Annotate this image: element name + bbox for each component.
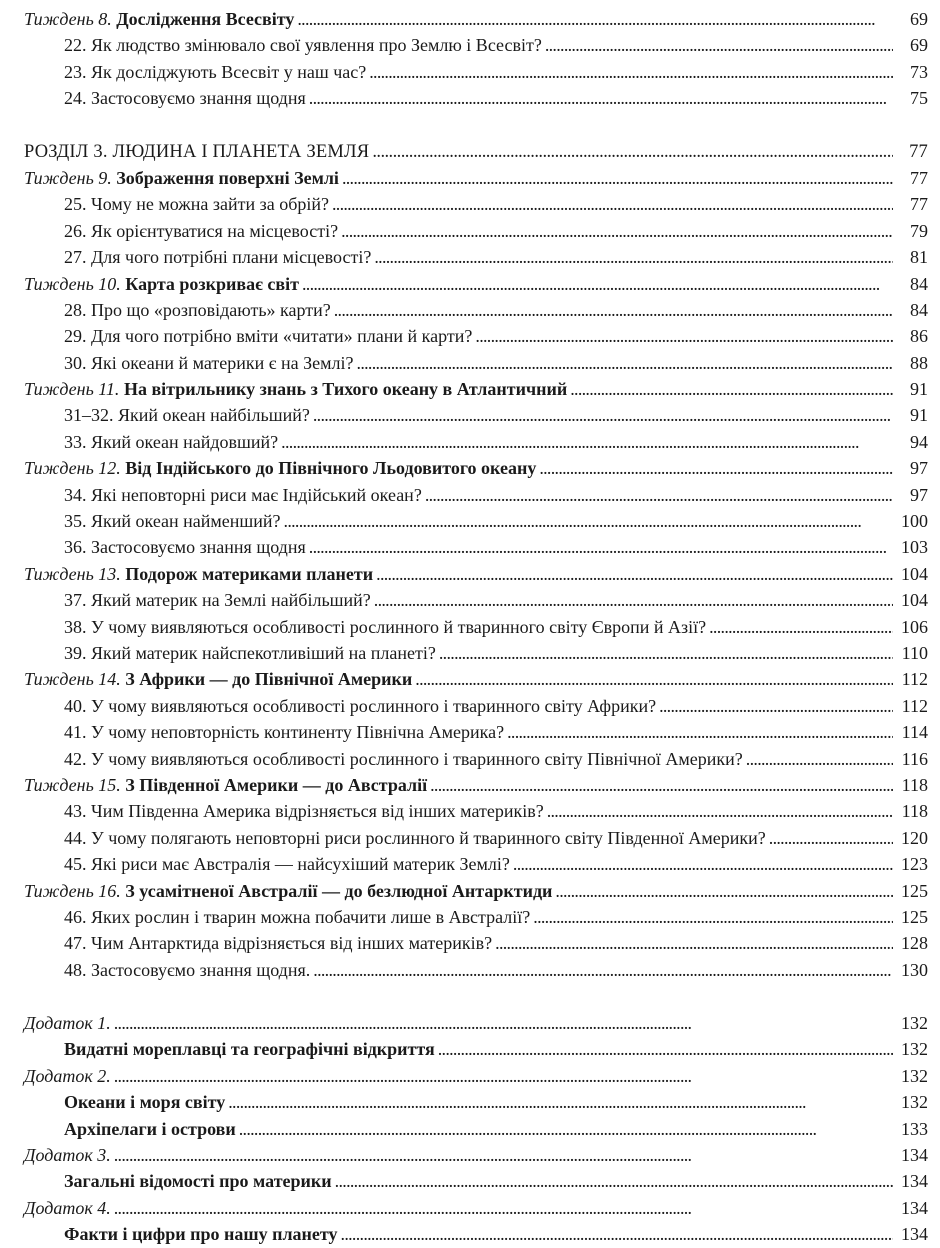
appendix-label: Додаток 1. xyxy=(24,1013,111,1034)
week-title: Дослідження Всесвіту xyxy=(116,9,295,29)
toc-week-entry[interactable] xyxy=(24,561,928,587)
dot-leader xyxy=(114,1142,893,1168)
dot-leader xyxy=(430,772,893,798)
lesson-title: 24. Застосовуємо знання щодня xyxy=(64,88,306,109)
dot-leader xyxy=(513,851,893,877)
appendix-item-title: Загальні відомості про материки xyxy=(64,1171,332,1192)
dot-leader xyxy=(659,693,893,719)
week-title: Зображення поверхні Землі xyxy=(116,167,339,188)
lesson-title: 45. Які риси має Австралія — найсухіший материк Землі? xyxy=(64,854,510,875)
toc-lesson-entry[interactable] xyxy=(24,798,928,824)
dot-leader xyxy=(570,376,893,402)
dot-leader xyxy=(475,323,893,349)
appendix-label: Додаток 4. xyxy=(24,1197,111,1218)
week-label: Тиждень 8. xyxy=(24,9,112,29)
toc-lesson-entry[interactable] xyxy=(24,614,928,640)
dot-leader xyxy=(309,534,893,560)
page-number: 112 xyxy=(901,669,928,690)
week-label: Тиждень 13. xyxy=(24,563,121,584)
dot-leader xyxy=(114,1010,893,1036)
toc-week-entry[interactable] xyxy=(24,772,928,798)
week-label: Тиждень 14. xyxy=(24,669,121,690)
dot-leader xyxy=(425,482,893,508)
dot-leader xyxy=(357,350,893,376)
toc-week-entry[interactable] xyxy=(24,455,928,481)
dot-leader xyxy=(415,666,893,692)
dot-leader xyxy=(281,429,893,455)
lesson-title: 40. У чому виявляються особливості рослинного і тваринного світу Африки? xyxy=(64,695,657,716)
lesson-title: 42. У чому виявляються особливості рослинного і тваринного світу Північної Америки? xyxy=(64,748,743,769)
toc-appendix-item[interactable] xyxy=(24,1036,928,1062)
lesson-title: 46. Яких рослин і тварин можна побачити лише в Австралії? xyxy=(64,906,531,927)
page-number: 104 xyxy=(901,590,928,611)
page-number: 130 xyxy=(901,959,928,980)
dot-leader xyxy=(374,244,893,270)
page-number: 91 xyxy=(910,405,928,426)
section-spacer xyxy=(24,112,928,139)
section-title: РОЗДІЛ 3. ЛЮДИНА І ПЛАНЕТА ЗЕМЛЯ xyxy=(24,141,370,162)
toc-lesson-entry[interactable] xyxy=(24,323,928,349)
appendix-item-title: Архіпелаги і острови xyxy=(64,1118,236,1139)
dot-leader xyxy=(746,746,893,772)
lesson-title: 39. Який материк найспекотливіший на планеті? xyxy=(64,642,436,663)
toc-week-entry[interactable] xyxy=(24,6,928,32)
dot-leader xyxy=(302,271,893,297)
page-number: 118 xyxy=(901,774,928,795)
toc-lesson-entry[interactable] xyxy=(24,508,928,534)
toc-section-heading[interactable] xyxy=(24,139,928,165)
lesson-title: 27. Для чого потрібні плани місцевості? xyxy=(64,247,372,268)
dot-leader xyxy=(372,139,893,165)
page-number: 69 xyxy=(910,9,928,29)
toc-lesson-entry[interactable] xyxy=(24,825,928,851)
dot-leader xyxy=(335,1168,893,1194)
page-number: 125 xyxy=(901,906,928,927)
appendix-label: Додаток 2. xyxy=(24,1065,111,1086)
dot-leader xyxy=(341,218,893,244)
toc-week-entry[interactable] xyxy=(24,878,928,904)
toc-lesson-entry[interactable] xyxy=(24,534,928,560)
dot-leader xyxy=(539,455,893,481)
page-number: 97 xyxy=(910,484,928,505)
week-title: Від Індійського до Північного Льодовитого океану xyxy=(125,458,537,479)
page-number: 75 xyxy=(910,88,928,109)
dot-leader xyxy=(533,904,893,930)
lesson-title: 38. У чому виявляються особливості рослинного й тваринного світу Європи й Азії? xyxy=(64,616,707,637)
dot-leader xyxy=(341,1221,893,1247)
week-title: З Південної Америки — до Австралії xyxy=(125,774,428,795)
lesson-title: 43. Чим Південна Америка відрізняється від інших материків? xyxy=(64,801,544,822)
dot-leader xyxy=(334,297,893,323)
page-number: 81 xyxy=(910,247,928,268)
lesson-title: 35. Який океан найменший? xyxy=(64,511,281,532)
table-of-contents xyxy=(24,6,928,1248)
toc-lesson-entry[interactable] xyxy=(24,429,928,455)
lesson-title: 41. У чому неповторність континенту Північна Америка? xyxy=(64,722,505,743)
week-title: З Африки — до Північної Америки xyxy=(125,669,413,690)
week-title: На вітрильнику знань з Тихого океану в Атлантичний xyxy=(123,379,568,400)
page-number: 94 xyxy=(910,431,928,452)
toc-appendix-entry[interactable] xyxy=(24,1142,928,1168)
appendix-item-title: Видатні мореплавці та географічні відкриття xyxy=(64,1039,435,1060)
lesson-title: 30. Які океани й материки є на Землі? xyxy=(64,352,354,373)
dot-leader xyxy=(342,165,893,191)
toc-lesson-entry[interactable] xyxy=(24,587,928,613)
toc-week-entry[interactable] xyxy=(24,271,928,297)
dot-leader xyxy=(439,640,893,666)
toc-appendix-entry[interactable] xyxy=(24,1010,928,1036)
page-number: 77 xyxy=(909,141,928,162)
page-number: 100 xyxy=(901,511,928,532)
lesson-title: 36. Застосовуємо знання щодня xyxy=(64,537,306,558)
page-number: 128 xyxy=(901,933,928,954)
toc-appendix-item[interactable] xyxy=(24,1116,928,1142)
lesson-title: 44. У чому полягають неповторні риси рослинного й тваринного світу Південної Америки? xyxy=(64,827,766,848)
dot-leader xyxy=(297,6,893,32)
appendix-item-title: Океани і моря світу xyxy=(64,1092,226,1113)
week-label: Тиждень 16. xyxy=(24,880,121,901)
toc-lesson-entry[interactable] xyxy=(24,32,928,58)
week-title: З усамітненої Австралії — до безлюдної Антарктиди xyxy=(125,880,553,901)
toc-week-entry[interactable] xyxy=(24,165,928,191)
toc-lesson-entry[interactable] xyxy=(24,957,928,983)
lesson-title: 48. Застосовуємо знання щодня. xyxy=(64,959,311,980)
dot-leader xyxy=(369,59,893,85)
page-number: 104 xyxy=(901,563,928,584)
lesson-title: 28. Про що «розповідають» карти? xyxy=(64,299,331,320)
dot-leader xyxy=(239,1116,893,1142)
toc-lesson-entry[interactable] xyxy=(24,85,928,111)
toc-week-entry[interactable] xyxy=(24,376,928,402)
toc-lesson-entry[interactable] xyxy=(24,402,928,428)
lesson-title: 31–32. Який океан найбільший? xyxy=(64,405,310,426)
page-number: 69 xyxy=(910,35,928,56)
page-number: 73 xyxy=(910,61,928,82)
dot-leader xyxy=(495,930,893,956)
page-number: 134 xyxy=(901,1171,928,1192)
toc-lesson-entry[interactable] xyxy=(24,719,928,745)
toc-lesson-entry[interactable] xyxy=(24,746,928,772)
page-number: 77 xyxy=(910,194,928,215)
dot-leader xyxy=(374,587,893,613)
appendix-item-title: Факти і цифри про нашу планету xyxy=(64,1224,338,1245)
toc-appendix-item[interactable] xyxy=(24,1168,928,1194)
toc-lesson-entry[interactable] xyxy=(24,930,928,956)
dot-leader xyxy=(376,561,893,587)
toc-lesson-entry[interactable] xyxy=(24,851,928,877)
page-number: 123 xyxy=(901,854,928,875)
week-label: Тиждень 9. xyxy=(24,167,112,188)
page-number: 79 xyxy=(910,220,928,241)
dot-leader xyxy=(545,32,893,58)
dot-leader xyxy=(438,1036,893,1062)
lesson-title: 29. Для чого потрібно вміти «читати» плани й карти? xyxy=(64,326,473,347)
page-number: 106 xyxy=(901,616,928,637)
page-number: 132 xyxy=(901,1092,928,1113)
page-number: 120 xyxy=(901,827,928,848)
dot-leader xyxy=(284,508,893,534)
page-number: 88 xyxy=(910,352,928,373)
dot-leader xyxy=(114,1195,893,1221)
toc-appendix-entry[interactable] xyxy=(24,1195,928,1221)
dot-leader xyxy=(313,957,893,983)
lesson-title: 26. Як орієнтуватися на місцевості? xyxy=(64,220,339,241)
lesson-title: 37. Який материк на Землі найбільший? xyxy=(64,590,371,611)
page-number: 114 xyxy=(901,722,928,743)
toc-lesson-entry[interactable] xyxy=(24,640,928,666)
toc-lesson-entry[interactable] xyxy=(24,350,928,376)
page-number: 77 xyxy=(910,167,928,188)
toc-lesson-entry[interactable] xyxy=(24,297,928,323)
week-title: Карта розкриває світ xyxy=(125,273,299,294)
dot-leader xyxy=(769,825,893,851)
week-label: Тиждень 11. xyxy=(24,379,120,400)
page-number: 132 xyxy=(901,1013,928,1034)
page-number: 132 xyxy=(901,1039,928,1060)
page-number: 84 xyxy=(910,299,928,320)
toc-appendix-item[interactable] xyxy=(24,1221,928,1247)
page-number: 116 xyxy=(901,748,928,769)
lesson-title: 23. Як досліджують Всесвіт у наш час? xyxy=(64,61,367,82)
dot-leader xyxy=(547,798,893,824)
toc-lesson-entry[interactable] xyxy=(24,904,928,930)
week-label: Тиждень 10. xyxy=(24,273,121,294)
page-number: 91 xyxy=(910,379,928,400)
toc-lesson-entry[interactable] xyxy=(24,218,928,244)
section-spacer xyxy=(24,983,928,1010)
page-number: 112 xyxy=(901,695,928,716)
dot-leader xyxy=(507,719,893,745)
toc-lesson-entry[interactable] xyxy=(24,59,928,85)
page-number: 84 xyxy=(910,273,928,294)
page-number: 110 xyxy=(901,642,928,663)
toc-week-entry[interactable] xyxy=(24,666,928,692)
page-number: 134 xyxy=(901,1197,928,1218)
page-number: 97 xyxy=(910,458,928,479)
page-number: 133 xyxy=(901,1118,928,1139)
dot-leader xyxy=(313,402,893,428)
dot-leader xyxy=(228,1089,893,1115)
page-number: 118 xyxy=(901,801,928,822)
toc-lesson-entry[interactable] xyxy=(24,191,928,217)
dot-leader xyxy=(114,1063,893,1089)
week-label: Тиждень 15. xyxy=(24,774,121,795)
dot-leader xyxy=(709,614,893,640)
lesson-title: 25. Чому не можна зайти за обрій? xyxy=(64,194,329,215)
dot-leader xyxy=(309,85,893,111)
page-number: 134 xyxy=(901,1224,928,1245)
toc-appendix-entry[interactable] xyxy=(24,1063,928,1089)
toc-lesson-entry[interactable] xyxy=(24,482,928,508)
lesson-title: 47. Чим Антарктида відрізняється від інших материків? xyxy=(64,933,493,954)
toc-appendix-item[interactable] xyxy=(24,1089,928,1115)
week-title: Подорож материками планети xyxy=(125,563,374,584)
appendix-label: Додаток 3. xyxy=(24,1145,111,1166)
lesson-title: 33. Який океан найдовший? xyxy=(64,431,279,452)
dot-leader xyxy=(555,878,893,904)
toc-lesson-entry[interactable] xyxy=(24,693,928,719)
toc-lesson-entry[interactable] xyxy=(24,244,928,270)
page-number: 132 xyxy=(901,1065,928,1086)
week-label: Тиждень 12. xyxy=(24,458,121,479)
lesson-title: 22. Як людство змінювало свої уявлення про Землю і Всесвіт? xyxy=(64,35,542,56)
page-number: 86 xyxy=(910,326,928,347)
page-number: 134 xyxy=(901,1145,928,1166)
lesson-title: 34. Які неповторні риси має Індійський океан? xyxy=(64,484,422,505)
dot-leader xyxy=(332,191,893,217)
page-number: 125 xyxy=(901,880,928,901)
page-number: 103 xyxy=(901,537,928,558)
